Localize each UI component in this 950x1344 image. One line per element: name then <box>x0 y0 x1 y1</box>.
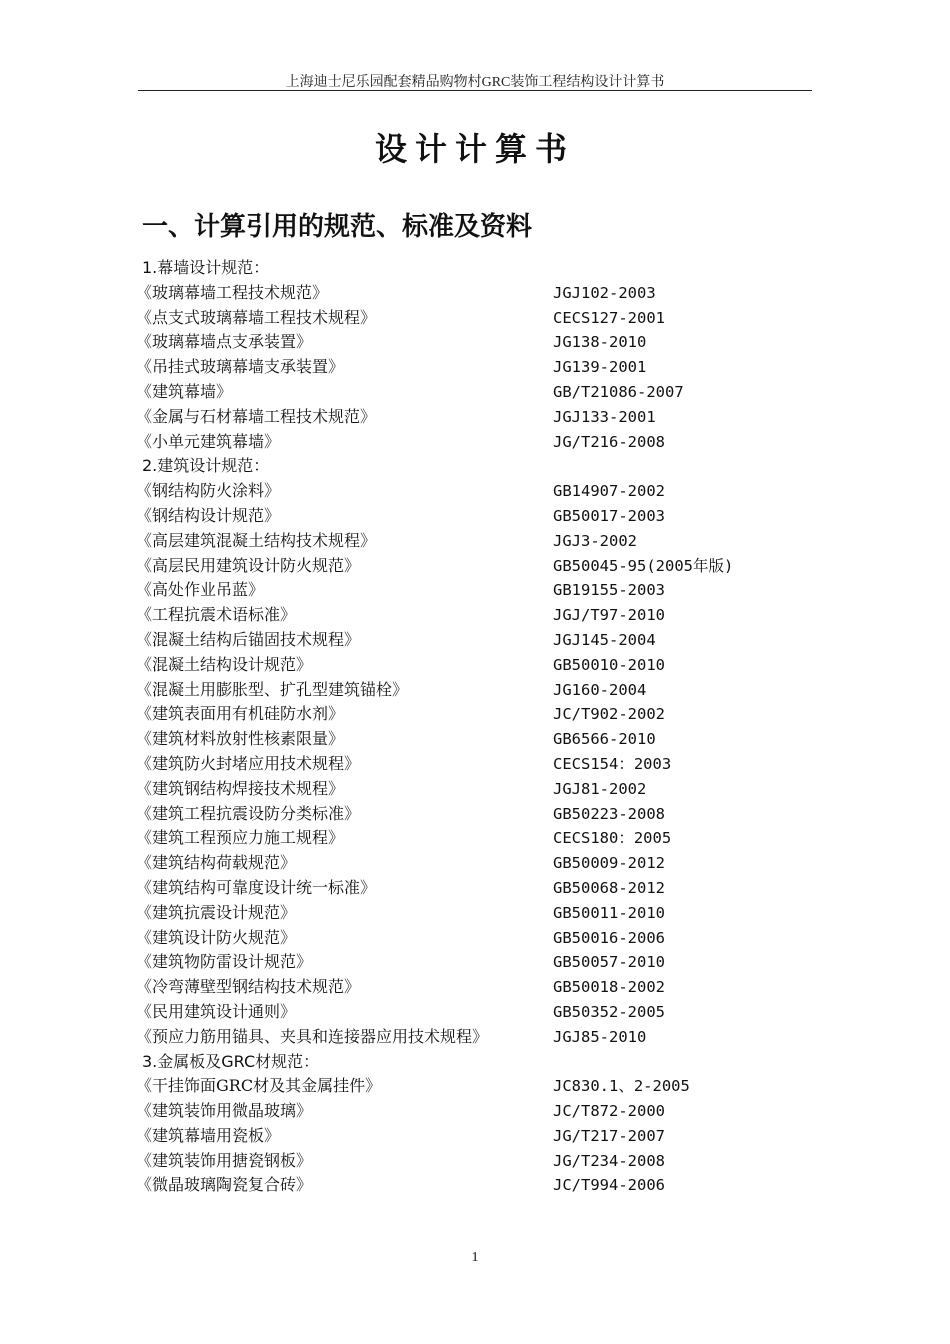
standard-code: GB19155-2003 <box>553 581 665 600</box>
category-title: 1.幕墙设计规范： <box>142 258 270 277</box>
standard-code: JG/T234-2008 <box>553 1151 665 1170</box>
standard-code: JGJ133-2001 <box>553 407 656 426</box>
standard-code: GB50068-2012 <box>553 878 665 897</box>
reference-row <box>136 802 792 827</box>
standard-title: 《高层建筑混凝土结构技术规程》 <box>136 530 377 550</box>
standard-title: 《微晶玻璃陶瓷复合砖》 <box>136 1175 313 1195</box>
standard-title: 《高层民用建筑设计防火规范》 <box>136 555 361 575</box>
standard-code: JC/T994-2006 <box>553 1176 665 1195</box>
standard-code: GB50016-2006 <box>553 928 665 947</box>
standard-code: CECS154：2003 <box>553 754 672 773</box>
standard-title: 《混凝土用膨胀型、扩孔型建筑锚栓》 <box>136 679 409 699</box>
standard-title: 《建筑幕墙用瓷板》 <box>136 1125 281 1145</box>
standard-code: JC830.1、2-2005 <box>553 1077 690 1096</box>
standard-code: GB50010-2010 <box>553 655 665 674</box>
reference-row <box>136 330 792 355</box>
standard-code: GB50352-2005 <box>553 1002 665 1021</box>
reference-row <box>136 430 792 455</box>
standard-code: CECS180：2005 <box>553 829 672 848</box>
reference-row <box>136 876 792 901</box>
standard-title: 《干挂饰面GRC材及其金属挂件》 <box>136 1076 382 1096</box>
document-title: 设计计算书 <box>374 130 575 168</box>
standard-code: GB14907-2002 <box>553 482 665 501</box>
standard-title: 《混凝土结构后锚固技术规程》 <box>136 629 361 649</box>
standard-code: GB50018-2002 <box>553 978 665 997</box>
standard-title: 《吊挂式玻璃幕墙支承装置》 <box>136 357 345 377</box>
reference-row <box>136 1149 792 1174</box>
reference-row <box>136 826 792 851</box>
standard-title: 《建筑材料放射性核素限量》 <box>136 729 345 749</box>
standard-title: 《建筑工程抗震设防分类标准》 <box>136 803 361 823</box>
standard-title: 《建筑结构可靠度设计统一标准》 <box>136 877 377 897</box>
reference-row <box>136 1124 792 1149</box>
standard-title: 《预应力筋用锚具、夹具和连接器应用技术规程》 <box>136 1026 489 1046</box>
standard-title: 《金属与石材幕墙工程技术规范》 <box>136 406 377 426</box>
standard-title: 《建筑装饰用微晶玻璃》 <box>136 1101 313 1121</box>
standard-code: GB50057-2010 <box>553 953 665 972</box>
standard-code: JC/T872-2000 <box>553 1102 665 1121</box>
reference-row <box>136 851 792 876</box>
standard-code: JGJ81-2002 <box>553 779 647 798</box>
category-heading <box>142 1050 792 1075</box>
standard-code: JGJ145-2004 <box>553 630 656 649</box>
standard-code: GB/T21086-2007 <box>553 382 684 401</box>
reference-row <box>136 678 792 703</box>
standard-title: 《混凝土结构设计规范》 <box>136 654 313 674</box>
reference-row <box>136 950 792 975</box>
standard-code: CECS127-2001 <box>553 308 665 327</box>
category-heading <box>142 454 792 479</box>
standard-code: GB50223-2008 <box>553 804 665 823</box>
standard-code: JGJ3-2002 <box>553 531 637 550</box>
standard-code: JGJ102-2003 <box>553 283 656 302</box>
reference-row <box>136 752 792 777</box>
category-heading <box>142 256 792 281</box>
standard-code: GB50017-2003 <box>553 506 665 525</box>
reference-row <box>136 777 792 802</box>
standard-code: GB50045-95(2005年版) <box>553 556 734 575</box>
reference-row <box>136 1173 792 1198</box>
standard-code: JG139-2001 <box>553 358 647 377</box>
header-divider <box>138 90 812 91</box>
reference-list <box>136 256 792 1198</box>
standard-title: 《玻璃幕墙点支承装置》 <box>136 332 313 352</box>
reference-row <box>136 1000 792 1025</box>
reference-row <box>136 926 792 951</box>
standard-title: 《建筑装饰用搪瓷钢板》 <box>136 1150 313 1170</box>
reference-row <box>136 355 792 380</box>
standard-title: 《建筑幕墙》 <box>136 381 233 401</box>
category-title: 3.金属板及GRC材规范： <box>142 1051 320 1071</box>
standard-title: 《建筑抗震设计规范》 <box>136 902 297 922</box>
reference-row <box>136 702 792 727</box>
standard-title: 《建筑防火封堵应用技术规程》 <box>136 753 361 773</box>
reference-row <box>136 1099 792 1124</box>
standard-title: 《钢结构设计规范》 <box>136 505 281 525</box>
section-heading: 一、计算引用的规范、标准及资料 <box>142 212 533 242</box>
reference-row <box>136 554 792 579</box>
standard-code: GB50011-2010 <box>553 903 665 922</box>
standard-title: 《玻璃幕墙工程技术规范》 <box>136 282 329 302</box>
reference-row <box>136 628 792 653</box>
reference-row <box>136 975 792 1000</box>
reference-row <box>136 1025 792 1050</box>
category-title: 2.建筑设计规范： <box>142 456 270 476</box>
standard-code: JGJ85-2010 <box>553 1027 647 1046</box>
standard-title: 《建筑表面用有机硅防水剂》 <box>136 704 345 724</box>
standard-title: 《高处作业吊蓝》 <box>136 580 265 600</box>
page-number: 1 <box>471 1250 479 1265</box>
standard-code: JC/T902-2002 <box>553 705 665 724</box>
reference-row <box>136 578 792 603</box>
reference-row <box>136 405 792 430</box>
reference-row <box>136 901 792 926</box>
standard-title: 《建筑设计防火规范》 <box>136 927 297 947</box>
standard-title: 《建筑物防雷设计规范》 <box>136 952 313 972</box>
standard-title: 《小单元建筑幕墙》 <box>136 431 281 451</box>
standard-code: JG/T216-2008 <box>553 432 665 451</box>
reference-row <box>136 1074 792 1099</box>
reference-row <box>136 306 792 331</box>
standard-title: 《建筑结构荷载规范》 <box>136 853 297 873</box>
standard-code: JG160-2004 <box>553 680 647 699</box>
standard-code: JGJ/T97-2010 <box>553 606 665 625</box>
standard-title: 《民用建筑设计通则》 <box>136 1001 297 1021</box>
reference-row <box>136 727 792 752</box>
standard-title: 《工程抗震术语标准》 <box>136 605 297 625</box>
running-header: 上海迪士尼乐园配套精品购物村GRC装饰工程结构设计计算书 <box>285 75 665 90</box>
standard-code: GB6566-2010 <box>553 730 656 749</box>
standard-code: GB50009-2012 <box>553 854 665 873</box>
reference-row <box>136 653 792 678</box>
standard-title: 《钢结构防火涂料》 <box>136 481 281 501</box>
reference-row <box>136 504 792 529</box>
standard-code: JG138-2010 <box>553 333 647 352</box>
standard-title: 《冷弯薄壁型钢结构技术规范》 <box>136 977 361 997</box>
reference-row <box>136 603 792 628</box>
standard-code: JG/T217-2007 <box>553 1126 665 1145</box>
reference-row <box>136 529 792 554</box>
standard-title: 《点支式玻璃幕墙工程技术规程》 <box>136 307 377 327</box>
reference-row <box>136 380 792 405</box>
standard-title: 《建筑钢结构焊接技术规程》 <box>136 778 345 798</box>
reference-row <box>136 479 792 504</box>
standard-title: 《建筑工程预应力施工规程》 <box>136 828 345 848</box>
reference-row <box>136 281 792 306</box>
